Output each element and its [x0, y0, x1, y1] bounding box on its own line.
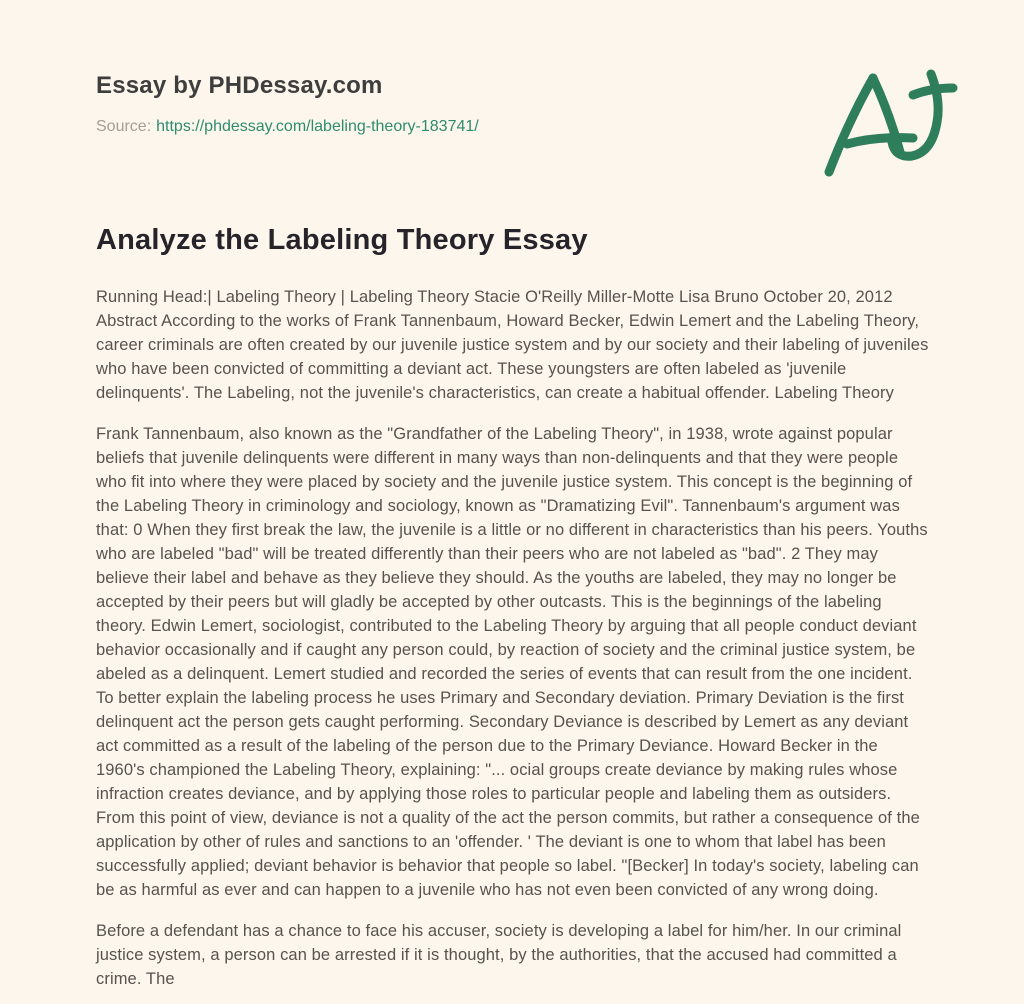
- source-label: Source:: [96, 118, 152, 135]
- essay-paragraph-1: Running Head:| Labeling Theory | Labeling Theory Stacie O'Reilly Miller-Motte Lisa Bruno October 20, 2012 Abstract According to the works of Frank Tannenbaum, Howard Becker, Edwin Lemert and the Labeling Theory, career criminals are often created by our juvenile justice system and by our society and their labeling of juveniles who have been convicted of committing a deviant act. These youngsters are often labeled as 'juvenile delinquents'. The Labeling, not the juvenile's characteristics, can create a habitual offender. Labeling Theory: [96, 288, 929, 402]
- source-line: [96, 118, 796, 136]
- source-url-link[interactable]: https://phdessay.com/labeling-theory-183741/: [156, 118, 479, 135]
- essay-paragraph-2: Frank Tannenbaum, also known as the "Grandfather of the Labeling Theory", in 1938, wrote against popular beliefs that juvenile delinquents were different in many ways than non-delinquents and that they were people who fit into where they were placed by society and the juvenile justice system. This concept is the beginning of the Labeling Theory in criminology and sociology, known as "Dramatizing Evil". Tannenbaum's argument was that: 0 When they first break the law, the juvenile is a little or no different in characteristics than his peers. Youths who are labeled "bad" will be treated differently than their peers who are not labeled as "bad". 2 They may believe their label and behave as they believe they should. As the youths are labeled, they may no longer be accepted by their peers but will gladly be accepted by other outcasts. This is the beginnings of the labeling theory. Edwin Lemert, sociologist, contributed to the Labeling Theory by arguing that all people conduct deviant behavior occasionally and if caught any person could, by reaction of society and the criminal justice system, be abeled as a delinquent. Lemert studied and recorded the series of events that can result from the one incident. To better explain the labeling process he uses Primary and Secondary deviation. Primary Deviation is the first delinquent act the person gets caught performing. Secondary Deviance is described by Lemert as any deviant act committed as a result of the labeling of the person due to the Primary Deviance. Howard Becker in the 1960's championed the Labeling Theory, explaining: "... ocial groups create deviance by making rules whose infraction creates deviance, and by applying those roles to particular people and labeling them as outsiders. From this point of view, deviance is not a quality of the act the person commits, but rather a consequence of the application by other of rules and sanctions to an 'offender. ' The deviant is one to whom that label has been successfully applied; deviant behavior is behavior that people so label. "[Becker] In today's society, labeling can be as harmful as ever and can happen to a juvenile who has not even been convicted of any wrong doing.: [96, 425, 928, 899]
- essay-article: [96, 224, 930, 1004]
- essay-title: Analyze the Labeling Theory Essay: [96, 224, 588, 256]
- phdessay-a-plus-logo: [815, 62, 965, 177]
- page-header: [96, 72, 796, 136]
- essay-paragraph-3: Before a defendant has a chance to face his accuser, society is developing a label for him/her. In our criminal justice system, a person can be arrested if it is thought, by the authorities, that the accused had committed a crime. The: [96, 922, 902, 988]
- site-title: Essay by PHDessay.com: [96, 72, 383, 99]
- a-plus-logo-graphic: [815, 62, 965, 177]
